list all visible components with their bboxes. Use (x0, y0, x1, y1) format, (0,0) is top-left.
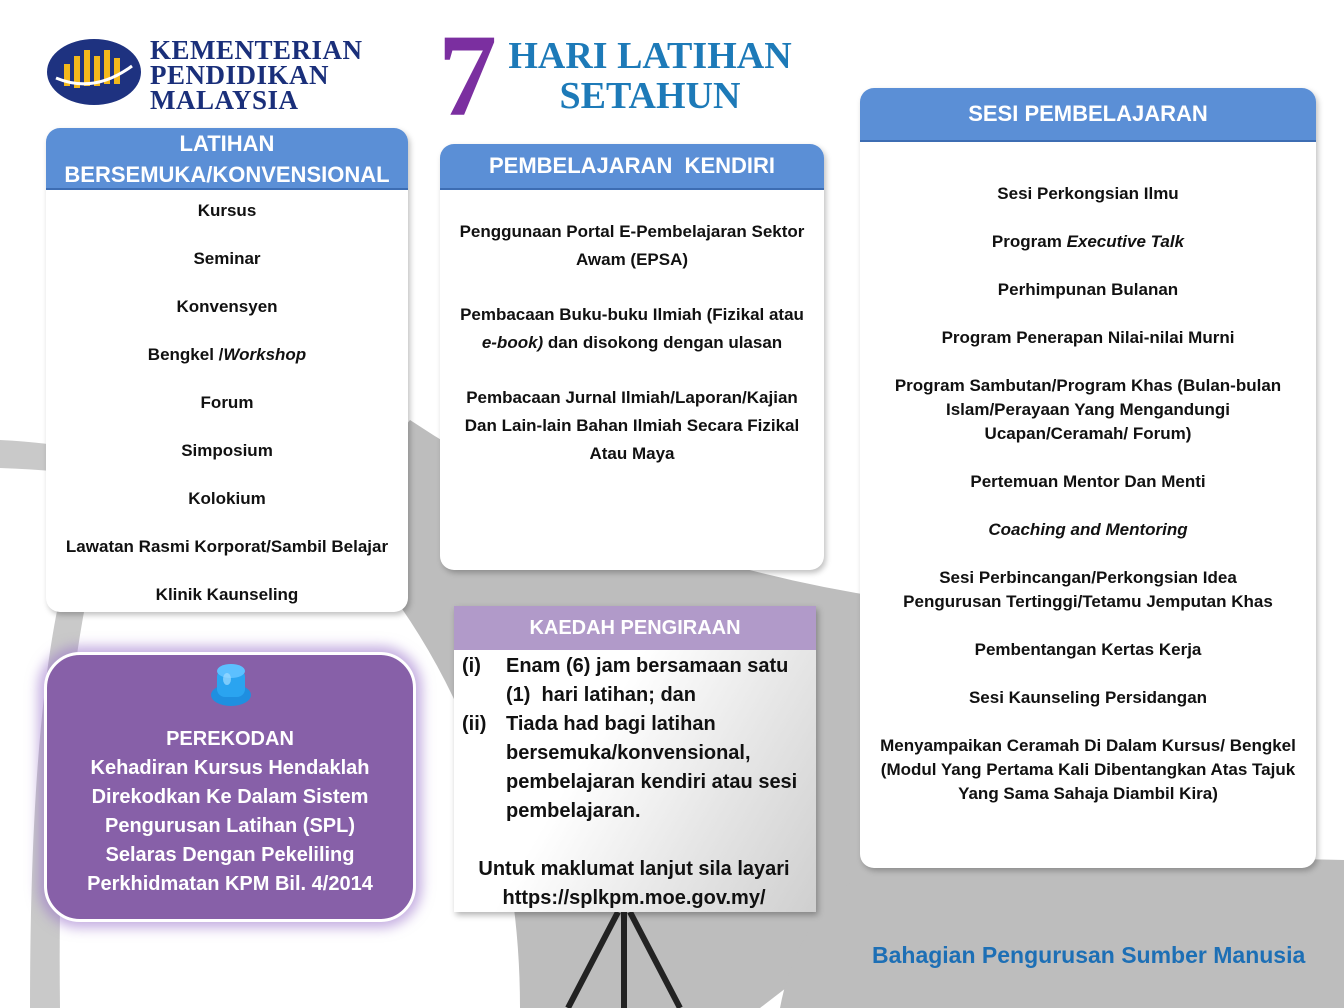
ministry-name (150, 35, 363, 115)
latihan-bersemuka-panel (46, 128, 408, 612)
list-item (462, 652, 806, 710)
list-item-text: Bengkel / (147, 345, 224, 364)
push-pin-icon (209, 661, 253, 709)
page-title (500, 36, 800, 116)
title-number: 7 (438, 10, 497, 141)
latihan-header (46, 128, 408, 190)
perekodan-heading: PEREKODAN (166, 728, 294, 750)
kpm-logo-icon (46, 38, 142, 106)
list-item (46, 344, 408, 366)
list-item-text: Pembacaan Buku-buku Ilmiah (Fizikal atau (460, 305, 804, 324)
list-item: Kursus (197, 201, 257, 220)
list-item-italic: e-book) (481, 333, 544, 352)
list-item: Simposium (181, 441, 273, 460)
perekodan-box (44, 652, 416, 922)
list-item (454, 301, 810, 357)
ministry-line-3: MALAYSIA (150, 85, 299, 115)
kaedah-pengiraan-board (454, 606, 816, 912)
sesi-header: SESI PEMBELAJARAN (860, 88, 1316, 142)
list-item: Pembacaan Jurnal Ilmiah/Laporan/Kajian Dan Lain-lain Bahan Ilmiah Secara Fizikal Atau Maya (464, 388, 800, 463)
list-item: Forum (200, 393, 254, 412)
latihan-header-line-2: BERSEMUKA/KONVENSIONAL (64, 162, 390, 187)
list-item: Kolokium (188, 489, 266, 508)
list-item: Program Penerapan Nilai-nilai Murni (941, 328, 1235, 347)
more-info-text: Untuk maklumat lanjut sila layari (478, 858, 790, 880)
list-item-text: Program (991, 232, 1067, 251)
list-item: Sesi Perbincangan/Perkongsian Idea Pengurusan Tertinggi/Tetamu Jemputan Khas (903, 568, 1273, 611)
list-item (462, 710, 806, 826)
list-item: Program Sambutan/Program Khas (Bulan-bulan Islam/Perayaan Yang Mengandungi Ucapan/Ceramah/ Forum) (894, 376, 1282, 443)
list-item: Konvensyen (176, 297, 278, 316)
list-item: Klinik Kaunseling (155, 585, 299, 604)
ministry-line-2: PENDIDIKAN (150, 60, 330, 90)
list-item: Seminar (193, 249, 261, 268)
list-item: Perhimpunan Bulanan (997, 280, 1179, 299)
sesi-list (860, 142, 1316, 806)
kendiri-list (440, 190, 824, 468)
list-item (872, 230, 1304, 254)
list-item: Pertemuan Mentor Dan Menti (970, 472, 1206, 491)
easel-legs-icon (560, 912, 690, 1008)
list-item: Menyampaikan Ceramah Di Dalam Kursus/ Bengkel (Modul Yang Pertama Kali Dibentangkan Atas Tajuk Yang Sama Sahaja Diambil Kira) (880, 736, 1296, 803)
list-item-number: (i) (462, 655, 481, 677)
list-item: Penggunaan Portal E-Pembelajaran Sektor Awam (EPSA) (459, 222, 805, 269)
title-line-2: SETAHUN (559, 75, 741, 117)
list-item-italic: Workshop (223, 345, 307, 364)
footer-department: Bahagian Pengurusan Sumber Manusia (872, 942, 1306, 968)
latihan-list (46, 190, 408, 606)
list-item: Sesi Perkongsian Ilmu (997, 184, 1179, 203)
kaedah-list (454, 650, 816, 913)
title-line-1: HARI LATIHAN (508, 35, 792, 77)
list-item: Pembentangan Kertas Kerja (974, 640, 1202, 659)
list-item: Coaching and Mentoring (988, 520, 1188, 539)
list-item-number: (ii) (462, 713, 487, 735)
sesi-pembelajaran-panel (860, 88, 1316, 868)
list-item: Sesi Kaunseling Persidangan (968, 688, 1208, 707)
list-item-text: Tiada had bagi latihan bersemuka/konvensional, pembelajaran kendiri atau sesi pembelajaran. (506, 713, 798, 822)
portal-link[interactable]: https://splkpm.moe.gov.my/ (502, 887, 766, 909)
list-item-text: dan disokong dengan ulasan (543, 333, 783, 352)
perekodan-body: Kehadiran Kursus Hendaklah Direkodkan Ke Dalam Sistem Pengurusan Latihan (SPL) Selaras Dengan Pekeliling Perkhidmatan KPM Bil. 4/2014 (87, 757, 373, 895)
pembelajaran-kendiri-panel (440, 144, 824, 570)
list-item: Lawatan Rasmi Korporat/Sambil Belajar (65, 537, 389, 556)
list-item-italic: Executive Talk (1066, 232, 1185, 251)
latihan-header-line-1: LATIHAN (179, 131, 275, 156)
kaedah-header: KAEDAH PENGIRAAN (454, 606, 816, 650)
ministry-line-1: KEMENTERIAN (150, 35, 363, 65)
kendiri-header: PEMBELAJARAN KENDIRI (440, 144, 824, 190)
list-item-text: Enam (6) jam bersamaan satu (1) hari latihan; dan (506, 655, 794, 706)
